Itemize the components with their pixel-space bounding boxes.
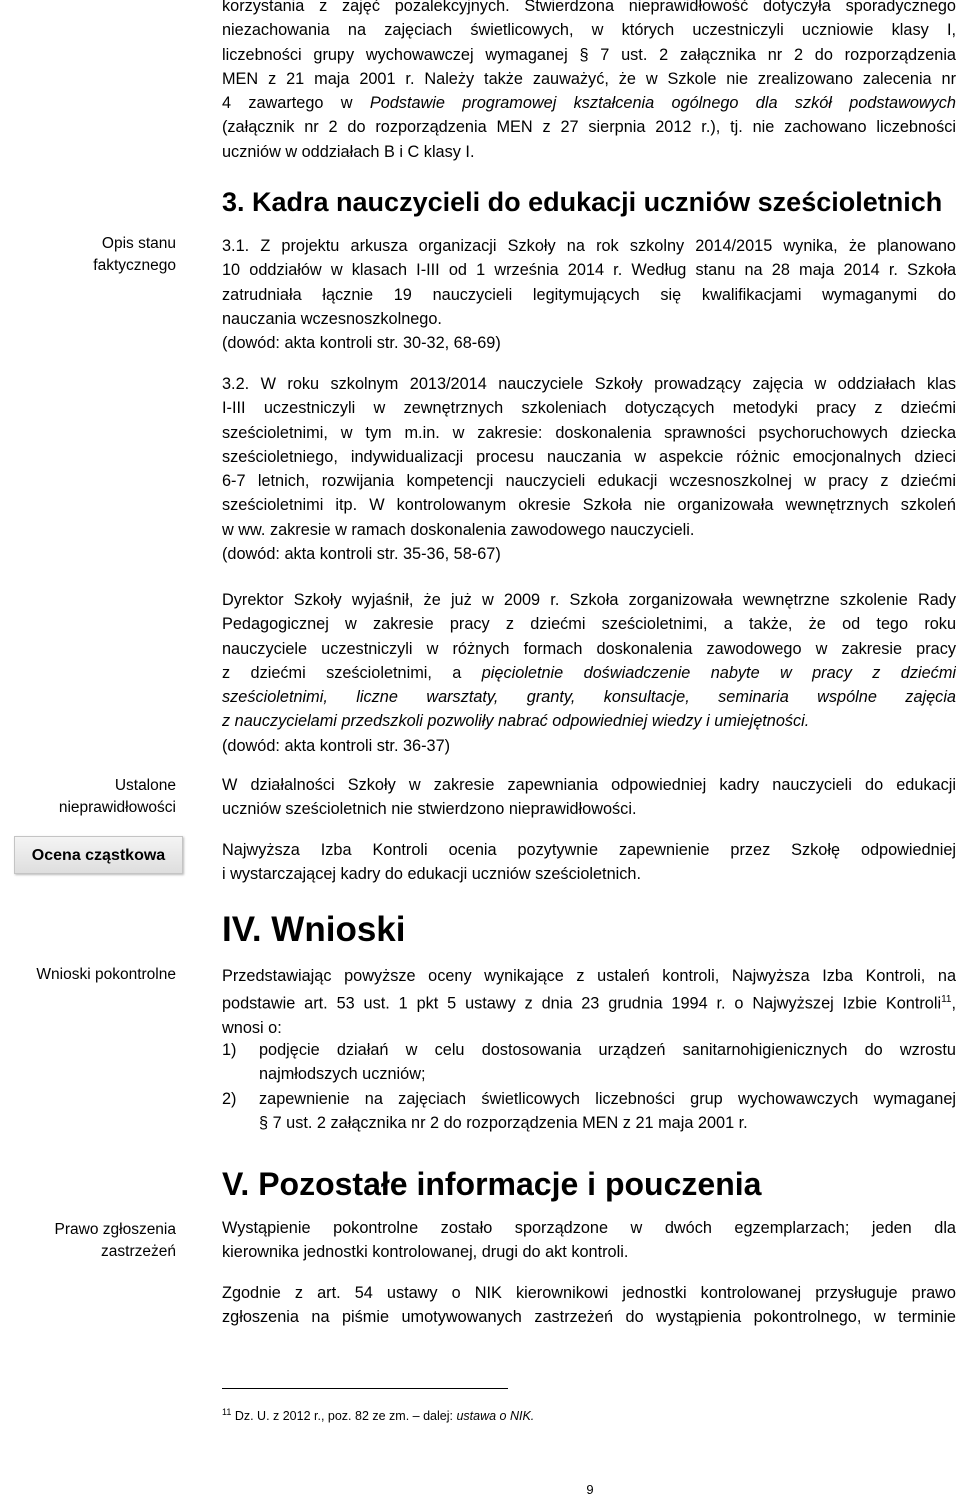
evidence-ref: (dowód: akta kontroli str. 36-37): [222, 736, 451, 755]
text-line: Wystąpienie pokontrolne zostało sporządzone w dwóch egzemplarzach; jeden dla: [222, 1219, 956, 1237]
footnote-italic: ustawa o NIK.: [456, 1409, 535, 1424]
text-line: [222, 988, 956, 1016]
paragraph-3-4: [222, 773, 956, 822]
side-label-prawo: Prawo zgłoszenia zastrzeżeń: [54, 1221, 176, 1260]
footnote-number: 11: [222, 1407, 232, 1417]
side-label-wnioski: Wnioski pokontrolne: [36, 966, 176, 983]
list-item: [222, 1087, 956, 1136]
text-line: sześcioletnimi itp. W kontrolowanym okresie Szkoła nie organizowała wewnętrznych szkoleń: [222, 496, 956, 515]
italic-quote: pięcioletnie doświadczenie nabyte w pracy z dziećmi: [481, 663, 956, 682]
text-line: nauczyciele uczestniczyli w różnych formach doskonalenia zawodowego w zakresie pracy: [222, 639, 956, 658]
evidence-ref: (dowód: akta kontroli str. 30-32, 68-69): [222, 334, 501, 353]
text-line: i wystarczającej kadry do edukacji uczniów sześcioletnich.: [222, 865, 641, 884]
text-line: I-III uczestniczyli w zewnętrznych szkoleniach dotyczących metodyki pracy z dziećmi: [222, 399, 956, 418]
text-line: W działalności Szkoły w zakresie zapewniania odpowiedniej kadry nauczycieli do edukacji: [222, 776, 956, 794]
text-line: sześcioletnimi, w tym m.in. w zakresie: doskonalenia sprawności psychoruchowych dziecka: [222, 423, 956, 442]
text-span: ,: [951, 994, 956, 1013]
text-line: [222, 661, 956, 685]
page-number: 9: [586, 1482, 594, 1497]
text-line: w ww. zakresie w ramach doskonalenia zawodowego nauczycieli.: [222, 520, 695, 539]
text-line: kierownika jednostki kontrolowanej, drugi do akt kontroli.: [222, 1243, 629, 1262]
text-line: [222, 91, 956, 115]
italic-quote: z nauczycielami przedszkoli pozwoliły nabrać odpowiedniej wiedzy i umiejętności.: [222, 712, 810, 731]
paragraph-3-3: [222, 588, 956, 758]
evidence-ref: (dowód: akta kontroli str. 35-36, 58-67): [222, 545, 501, 564]
text-line: 10 oddziałów w klasach I-III od 1 września 2014 r. Według stanu na 28 maja 2014 r. Szkoła: [222, 261, 956, 280]
text-line: niezachowania na zajęciach świetlicowych, w których uczestniczyli uczniowie klasy I,: [222, 21, 956, 40]
paragraph-5-1: [222, 1216, 956, 1265]
paragraph-3-2: [222, 372, 956, 566]
text-span: 4 zawartego w: [222, 94, 370, 113]
text-line: [222, 709, 956, 733]
text-line: uczniów w oddziałach B i C klasy I.: [222, 142, 475, 161]
text-span: podstawie art. 53 ust. 1 pkt 5 ustawy z dnia 23 grudnia 1994 r. o Najwyższej Izbie Kontroli: [222, 994, 942, 1013]
text-line: wnosi o:: [222, 1019, 282, 1038]
text-line: zgłoszenia na piśmie umotywowanych zastrzeżeń do wystąpienia pokontrolnego, w terminie: [222, 1308, 956, 1327]
text-line: nauczania wczesnoszkolnego.: [222, 309, 442, 328]
text-line: MEN z 21 maja 2001 r. Należy także zauważyć, że w Szkole nie zrealizowano zalecenia nr: [222, 69, 956, 88]
footnote: [222, 1407, 534, 1423]
section-heading-iv: IV. Wnioski: [222, 910, 406, 949]
text-line: zapewnienie na zajęciach świetlicowych liczebności grup wychowawczych wymaganej: [259, 1089, 956, 1108]
paragraph-4-1: [222, 964, 956, 1040]
paragraph-intro: [222, 0, 956, 164]
conclusions-list: [222, 1038, 956, 1135]
section-heading-3: 3. Kadra nauczycieli do edukacji uczniów sześcioletnich: [222, 187, 943, 217]
paragraph-5-2: [222, 1281, 956, 1330]
text-line: Dyrektor Szkoły wyjaśnił, że już w 2009 r. Szkoła zorganizowała wewnętrzne szkolenie Rady: [222, 591, 956, 609]
text-line: Pedagogicznej w zakresie pracy z dziećmi sześcioletnimi, a także, że od tego roku: [222, 615, 956, 634]
text-line: (załącznik nr 2 do rozporządzenia MEN z 27 sierpnia 2012 r.), tj. nie zachowano liczebności: [222, 118, 956, 137]
side-label-ustalone: Ustalone nieprawidłowości: [58, 777, 176, 816]
text-line: sześcioletniego, indywidualizacji procesu nauczania w aspekcie różnic emocjonalnych dzieci: [222, 447, 956, 466]
text-span: z dziećmi sześcioletnimi, a: [222, 663, 482, 682]
italic-title: Podstawie programowej kształcenia ogólnego dla szkół podstawowych: [369, 94, 956, 113]
sidebar: [0, 0, 193, 1501]
text-line: liczebności grupy wychowawczej wymaganej § 7 ust. 2 załącznika nr 2 do rozporządzenia: [222, 45, 956, 64]
footnote-text: Dz. U. z 2012 r., poz. 82 ze zm. – dalej:: [231, 1409, 457, 1424]
footnote-ref: 11: [941, 994, 952, 1006]
text-line: 3.2. W roku szkolnym 2013/2014 nauczyciele Szkoły prowadzący zajęcia w oddziałach klas: [222, 375, 956, 393]
text-line: 6-7 letnich, rozwijania kompetencji nauczycieli edukacji wczesnoszkolnej w pracy z dziećmi: [222, 472, 956, 491]
text-line: podjęcie działań w celu dostosowania urządzeń sanitarnohigienicznych do wzrostu: [259, 1041, 956, 1059]
text-line: Najwyższa Izba Kontroli ocenia pozytywnie zapewnienie przez Szkołę odpowiedniej: [222, 841, 956, 859]
text-line: zatrudniała łącznie 19 nauczycieli legitymujących się kwalifikacjami wymaganymi do: [222, 285, 956, 304]
list-number: 2): [222, 1089, 237, 1108]
paragraph-3-1: [222, 234, 956, 355]
side-label-opis: Opis stanu faktycznego: [93, 235, 176, 274]
text-line: korzystania z zajęć pozalekcyjnych. Stwierdzona nieprawidłowość dotyczyła sporadycznego: [222, 0, 956, 15]
text-line: [222, 685, 956, 709]
text-line: uczniów sześcioletnich nie stwierdzono nieprawidłowości.: [222, 800, 637, 819]
text-line: Przedstawiając powyższe oceny wynikające z ustaleń kontroli, Najwyższa Izba Kontroli, na: [222, 967, 956, 985]
text-line: najmłodszych uczniów;: [259, 1065, 426, 1084]
footnote-divider: [222, 1388, 508, 1389]
paragraph-3-5: [222, 838, 956, 887]
text-line: Zgodnie z art. 54 ustawy o NIK kierownikowi jednostki kontrolowanej przysługuje prawo: [222, 1284, 956, 1302]
italic-quote: sześcioletnimi, liczne warsztaty, granty, konsultacje, seminaria wspólne zajęcia: [222, 688, 956, 707]
section-heading-v: V. Pozostałe informacje i pouczenia: [222, 1166, 762, 1202]
list-number: 1): [222, 1041, 237, 1059]
text-line: 3.1. Z projektu arkusza organizacji Szkoły na rok szkolny 2014/2015 wynika, że planowano: [222, 237, 956, 255]
side-label-ocena: Ocena cząstkowa: [14, 836, 183, 874]
text-line: § 7 ust. 2 załącznika nr 2 do rozporządzenia MEN z 21 maja 2001 r.: [259, 1113, 748, 1132]
list-item: [222, 1038, 956, 1087]
